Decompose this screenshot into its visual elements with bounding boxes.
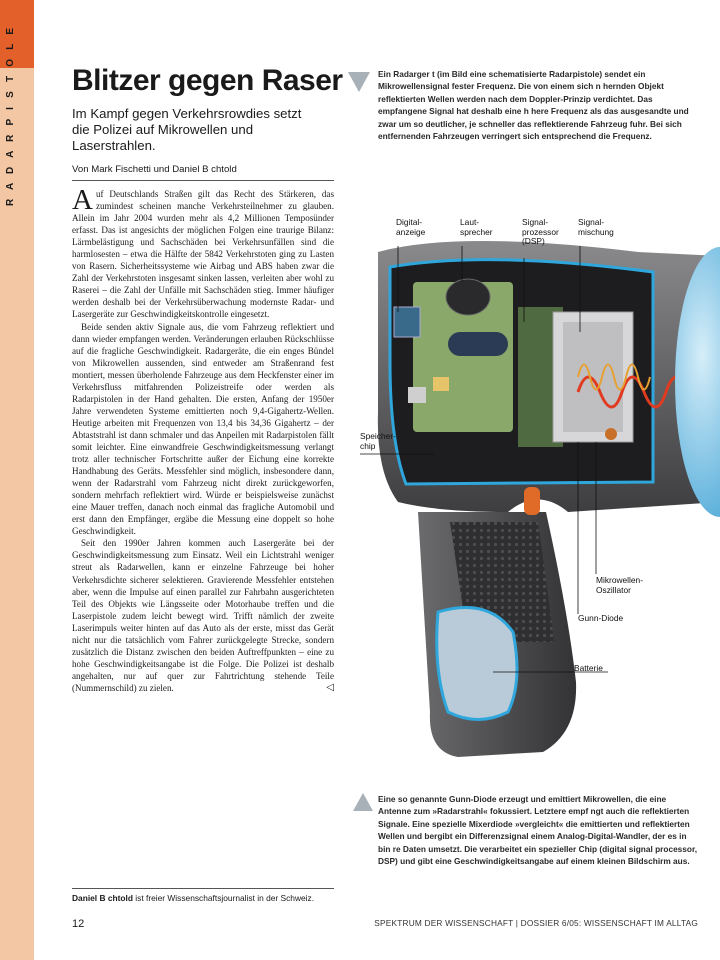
label-speicherchip: [360, 432, 396, 451]
article-subtitle: Im Kampf gegen Verkehrsrowdies setzt die Polizei auf Mikrowellen und Laserstrahlen.: [72, 106, 302, 153]
label-lautsprecher: [460, 218, 493, 237]
article-title: Blitzer gegen Raser: [72, 64, 343, 97]
label-text: Laut- sprecher: [460, 217, 493, 237]
paragraph-3: [72, 537, 334, 694]
byline: Von Mark Fischetti und Daniel B chtold: [72, 164, 334, 181]
gunn-diode: [605, 428, 617, 440]
paragraph-3-text: Seit den 1990er Jahren kommen auch Lasergeräte bei der Geschwindigkeitsmessung zum Einsatz. Weil ein Lichtstrahl weniger streut als Radarwellen, kann er einzelne Fahrzeuge bei hoher Verkehrsdichte sicherer selektieren. Gravierende Messfehler entstehen aber, wenn die Impulse auf einen parallel zur Fahrbahn ausgerichteten Teil des Objekts wie Längsseite oder Motorhaube treffen und die Laserpistole zudem leicht bewegt wird. Trifft nämlich der zweite Laserimpuls weiter hinten auf das Auto als der erste, misst das Gerät nicht nur die tatsächlich vom Fahrer zurückgelegte Strecke, sondern zusätzlich die Distanz zwischen den beiden Auftreffpunkten – eine zu hohe Geschwindigkeitsangabe ist die Folge. Die Polizei ist deshalb angehalten, nur auf quer zur Fahrtrichtung stehende Teile (Nummernschild) zu zielen.: [72, 538, 334, 693]
radar-gun-illustration: [338, 212, 720, 782]
caption-pointer-up-icon: [353, 793, 373, 811]
page-number: 12: [72, 918, 85, 930]
caption-bottom: Eine so genannte Gunn-Diode erzeugt und emittiert Mikrowellen, die eine Antenne zum »Radarstrahl« fokussiert. Letztere empf ngt auch die reflektierten Signale. Eine spezielle Mixerdiode »vergleicht« die emittierten und reflektierten Wellen und bergibt ein Differenzsignal einem Analog-Digital-Wandler, der es in bin re Daten umsetzt. Die verarbeitet ein spezieller Chip (digital signal processor, DSP) und gibt eine Geschwindigkeitsangabe auf einem kleinen Bildschirm aus.: [378, 794, 698, 867]
caption-pointer-down-icon: [348, 72, 370, 92]
label-digitalanzeige: [396, 218, 425, 237]
label-text: Signal- mischung: [578, 217, 614, 237]
label-text: Batterie: [574, 663, 603, 673]
component-cylinder: [448, 332, 508, 356]
label-text: Mikrowellen- Oszillator: [596, 575, 644, 595]
memory-chip: [433, 377, 449, 391]
sidebar-strip: [0, 0, 34, 960]
label-text: Speicher- chip: [360, 431, 396, 451]
label-text: Gunn-Diode: [578, 613, 624, 623]
radar-gun-drawing: [338, 212, 720, 782]
article-body: [72, 184, 334, 694]
end-mark-icon: ◁: [326, 681, 334, 693]
author-description: ist freier Wissenschaftsjournalist in der Schweiz.: [132, 893, 315, 903]
trigger: [524, 487, 540, 515]
label-batterie: [574, 664, 603, 674]
label-text: Signal- prozessor (DSP): [522, 217, 559, 247]
battery-window: [437, 608, 517, 720]
section-label: R A D A R P I S T O L E: [5, 24, 16, 206]
speaker: [446, 279, 490, 315]
component-chip: [408, 387, 426, 403]
drop-cap: A: [72, 184, 93, 216]
caption-top: Ein Radarger t (im Bild eine schematisierte Radarpistole) sendet ein Mikrowellensignal fester Frequenz. Die von einem sich n hernden Objekt reflektierten Wellen werden nach dem Doppler-Prinzip verdichtet. Das empfangene Signal hat deshalb eine h here Frequenz als das ausgesandte und zwar um so deutlicher, je schneller das reflektierende Fahrzeug fuhr. Bei sich entfernenden Fahrzeugen verringert sich entsprechend die Frequenz.: [378, 69, 689, 142]
label-text: Digital- anzeige: [396, 217, 426, 237]
paragraph-1-text: uf Deutschlands Straßen gilt das Recht des Stärkeren, das zumindest scheinen manche Verkehrsteilnehmer zu glauben. Allein im Jahr 2004 wurden mehr als 4,2 Millionen Temposünder erfasst. Das ist angesichts der möglichen Folgen eine traurige Bilanz: Lärmbelästigung und Sachschäden bei Verkehrsunfällen sind die harmlosesten – etwa die Hälfte der 5842 Verkehrstoten ging zu Lasten von Rasern. Sicherheitssysteme wie Airbag und ABS haben zwar die Zahl der Verkehrstoten insgesamt sinken lassen, verleiten aber wohl zu Raserei – die Zahl der Unfälle mit Sachschäden stieg. Immer häufiger werden deshalb bei der Verkehrsüberwachung modernste Radar- und Lasergeräte zur Geschwindigkeitskontrolle eingesetzt.: [72, 189, 334, 320]
paragraph-1: [72, 184, 334, 321]
publication-footer: SPEKTRUM DER WISSENSCHAFT | DOSSIER 6/05: WISSENSCHAFT IM ALLTAG: [374, 918, 698, 928]
label-oszillator: [596, 576, 643, 595]
paragraph-2: Beide senden aktiv Signale aus, die vom Fahrzeug reflektiert und dann wieder empfangen werden. Veränderungen erlauben Rückschlüsse auf die fragliche Geschwindigkeit. Radargeräte, die ein enges Bündel von Mikrowellen aussenden, sind entweder am Straßenrand fest montiert, messen überholende Fahrzeuge aus dem Heckfenster einer im Verkehrsfluss mitfahrenden Polizeistreife oder werden als Radarpistolen in der Hand gehalten. Die ersten, Anfang der 1950er Jahre verwendeten Systeme emittierten noch 9,4-Gigahertz-Wellen. Heutige arbeiten mit Frequenzen von 13,4 bis 34,36 Gigahertz – der Abtaststrahl ist dann schmaler und das Anpeilen mit Radarpistolen fällt somit leichter. Eine einwandfreie Geschwindigkeitsmessung verlangt trotz aller technischer Fortschritte außer der Eichung eine korrekte Handhabung des Geräts. Messfehler sind möglich, insbesondere dann, wenn der Radarstrahl vom Fahrzeug nicht direkt zurückgeworfen, sondern mehrfach reflektiert wird. Würde er beispielsweise zunächst eine Mauer treffen, danach noch einmal das fragliche Automobil und erst dann den Empfänger, ergäbe die Messung eine doppelt so hohe Geschwindigkeit.: [72, 321, 334, 537]
label-gunn: [578, 614, 623, 624]
author-name: Daniel B chtold: [72, 893, 133, 903]
label-signalmischung: [578, 218, 614, 237]
author-note: [72, 888, 334, 903]
label-dsp: [522, 218, 559, 247]
